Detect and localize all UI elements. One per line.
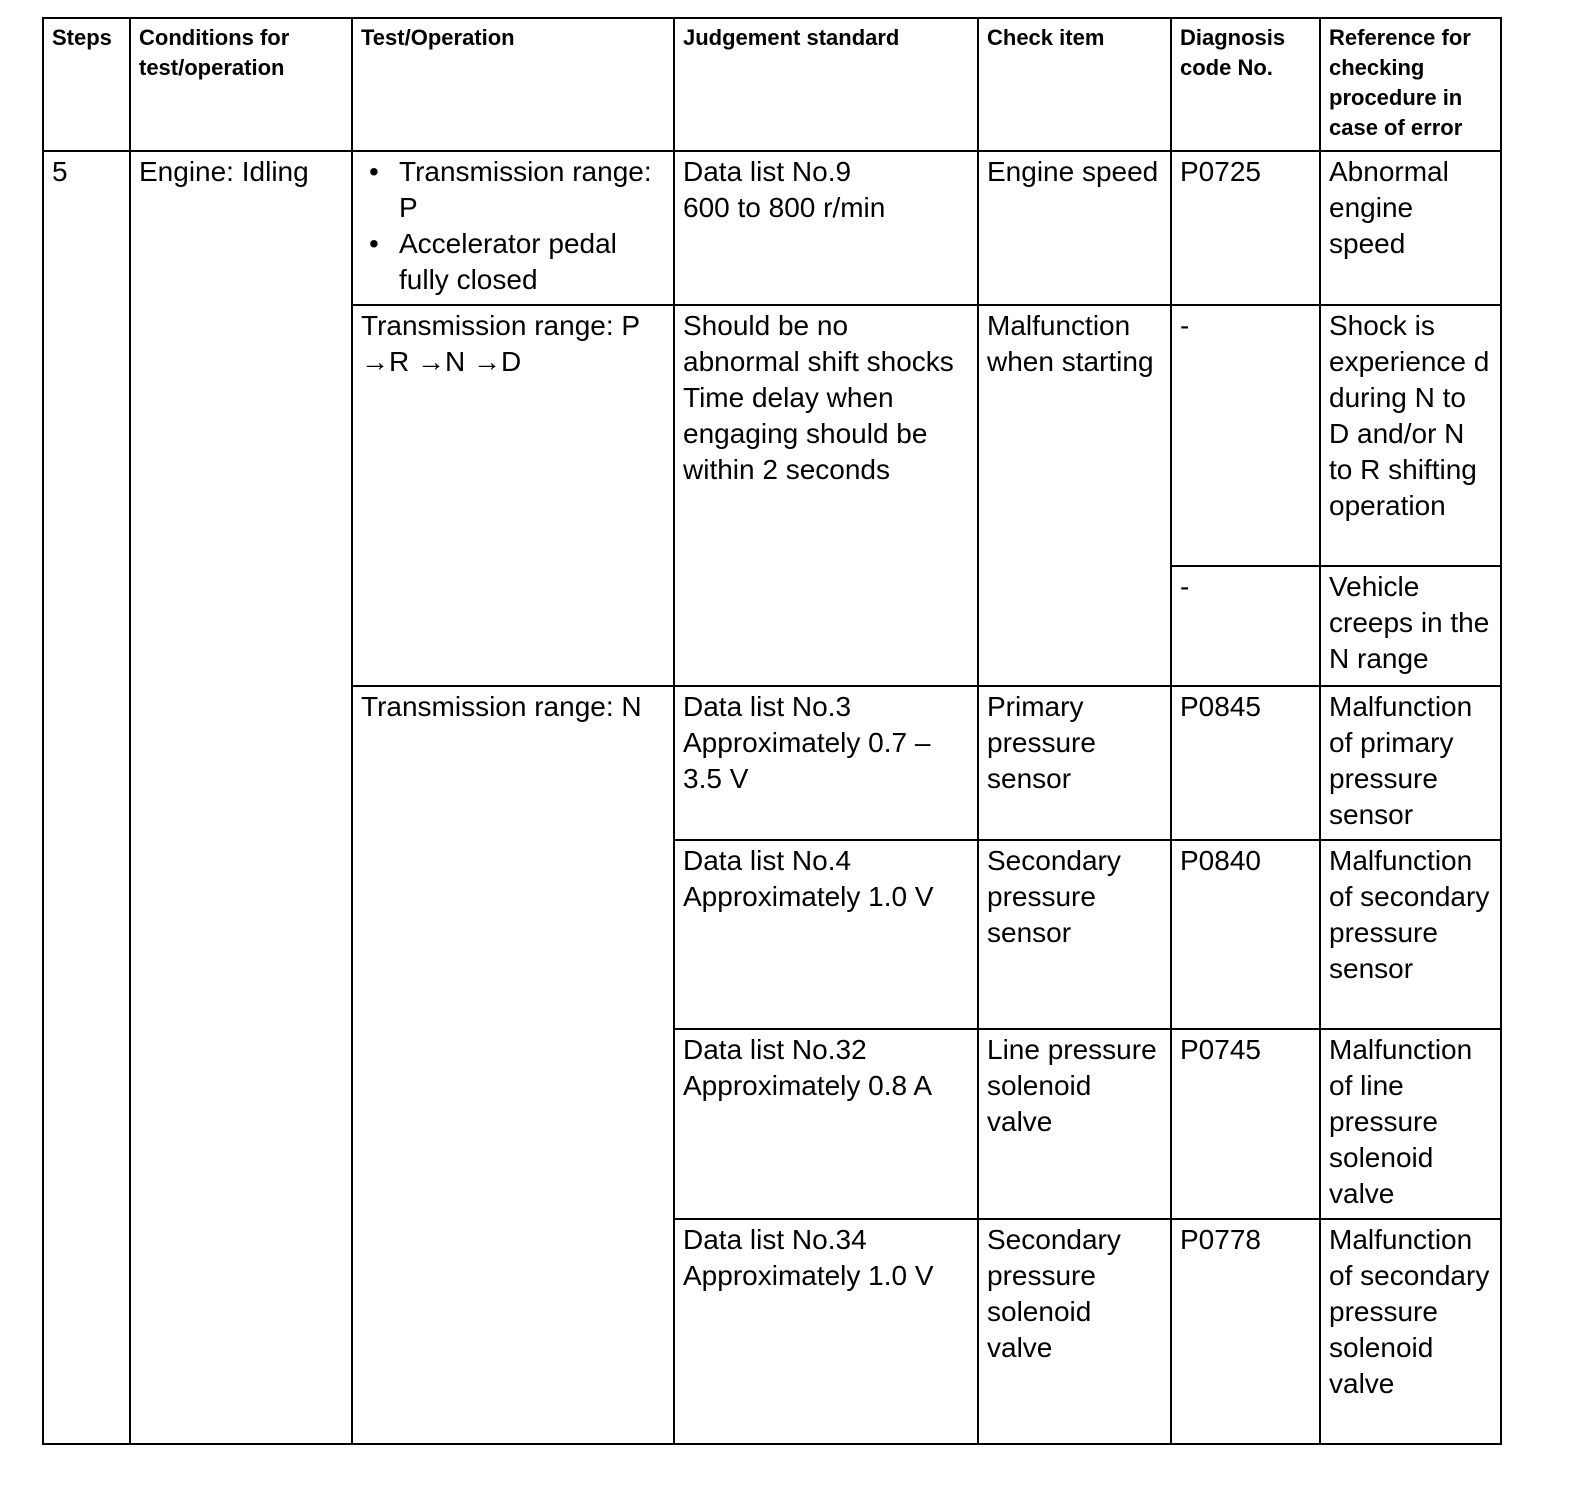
test-bullet-item: • Accelerator pedal fully closed <box>361 226 665 298</box>
header-check-item: Check item <box>978 18 1171 151</box>
check-item-cell: Engine speed <box>978 151 1171 305</box>
check-item-cell: Secondary pressure solenoid valve <box>978 1219 1171 1444</box>
diagnosis-code-cell: - <box>1171 566 1320 686</box>
header-judgement-standard: Judgement standard <box>674 18 978 151</box>
check-item-cell: Line pressure solenoid valve <box>978 1029 1171 1219</box>
reference-cell: Shock is experience d during N to D and/or N to R shifting operation <box>1320 305 1501 566</box>
check-item-cell: Malfunction when starting <box>978 305 1171 686</box>
header-row <box>43 18 1501 151</box>
diagnosis-code-cell: P0840 <box>1171 840 1320 1029</box>
reference-cell: Malfunction of secondary pressure sensor <box>1320 840 1501 1029</box>
test-cell-2: Transmission range: P →R →N →D <box>352 305 674 686</box>
diagnosis-code-cell: P0778 <box>1171 1219 1320 1444</box>
test-bullet-list <box>361 154 665 298</box>
check-item-cell: Secondary pressure sensor <box>978 840 1171 1029</box>
judgement-cell: Data list No.34 Approximately 1.0 V <box>674 1219 978 1444</box>
test-cell-1 <box>352 151 674 305</box>
reference-cell: Vehicle creeps in the N range <box>1320 566 1501 686</box>
check-item-cell: Primary pressure sensor <box>978 686 1171 840</box>
step-number: 5 <box>43 151 130 1444</box>
test-cell-3: Transmission range: N <box>352 686 674 1444</box>
header-steps: Steps <box>43 18 130 151</box>
reference-cell: Malfunction of line pressure solenoid valve <box>1320 1029 1501 1219</box>
header-conditions: Conditions for test/operation <box>130 18 352 151</box>
judgement-cell: Data list No.4 Approximately 1.0 V <box>674 840 978 1029</box>
test-bullet-item: • Transmission range: P <box>361 154 665 226</box>
reference-cell: Malfunction of secondary pressure solenoid valve <box>1320 1219 1501 1444</box>
condition-cell: Engine: Idling <box>130 151 352 1444</box>
reference-cell: Malfunction of primary pressure sensor <box>1320 686 1501 840</box>
header-reference: Reference for checking procedure in case of error <box>1320 18 1501 151</box>
judgement-cell: Should be no abnormal shift shocks Time delay when engaging should be within 2 seconds <box>674 305 978 686</box>
header-diagnosis-code: Diagnosis code No. <box>1171 18 1320 151</box>
header-test-operation: Test/Operation <box>352 18 674 151</box>
reference-cell: Abnormal engine speed <box>1320 151 1501 305</box>
diagnosis-code-cell: - <box>1171 305 1320 566</box>
diagnosis-code-cell: P0725 <box>1171 151 1320 305</box>
judgement-cell: Data list No.32 Approximately 0.8 A <box>674 1029 978 1219</box>
judgement-cell: Data list No.3 Approximately 0.7 – 3.5 V <box>674 686 978 840</box>
judgement-cell: Data list No.9 600 to 800 r/min <box>674 151 978 305</box>
diagnosis-code-cell: P0745 <box>1171 1029 1320 1219</box>
diagnosis-code-cell: P0845 <box>1171 686 1320 840</box>
diagnosis-table <box>42 17 1502 1445</box>
table-row <box>43 151 1501 305</box>
